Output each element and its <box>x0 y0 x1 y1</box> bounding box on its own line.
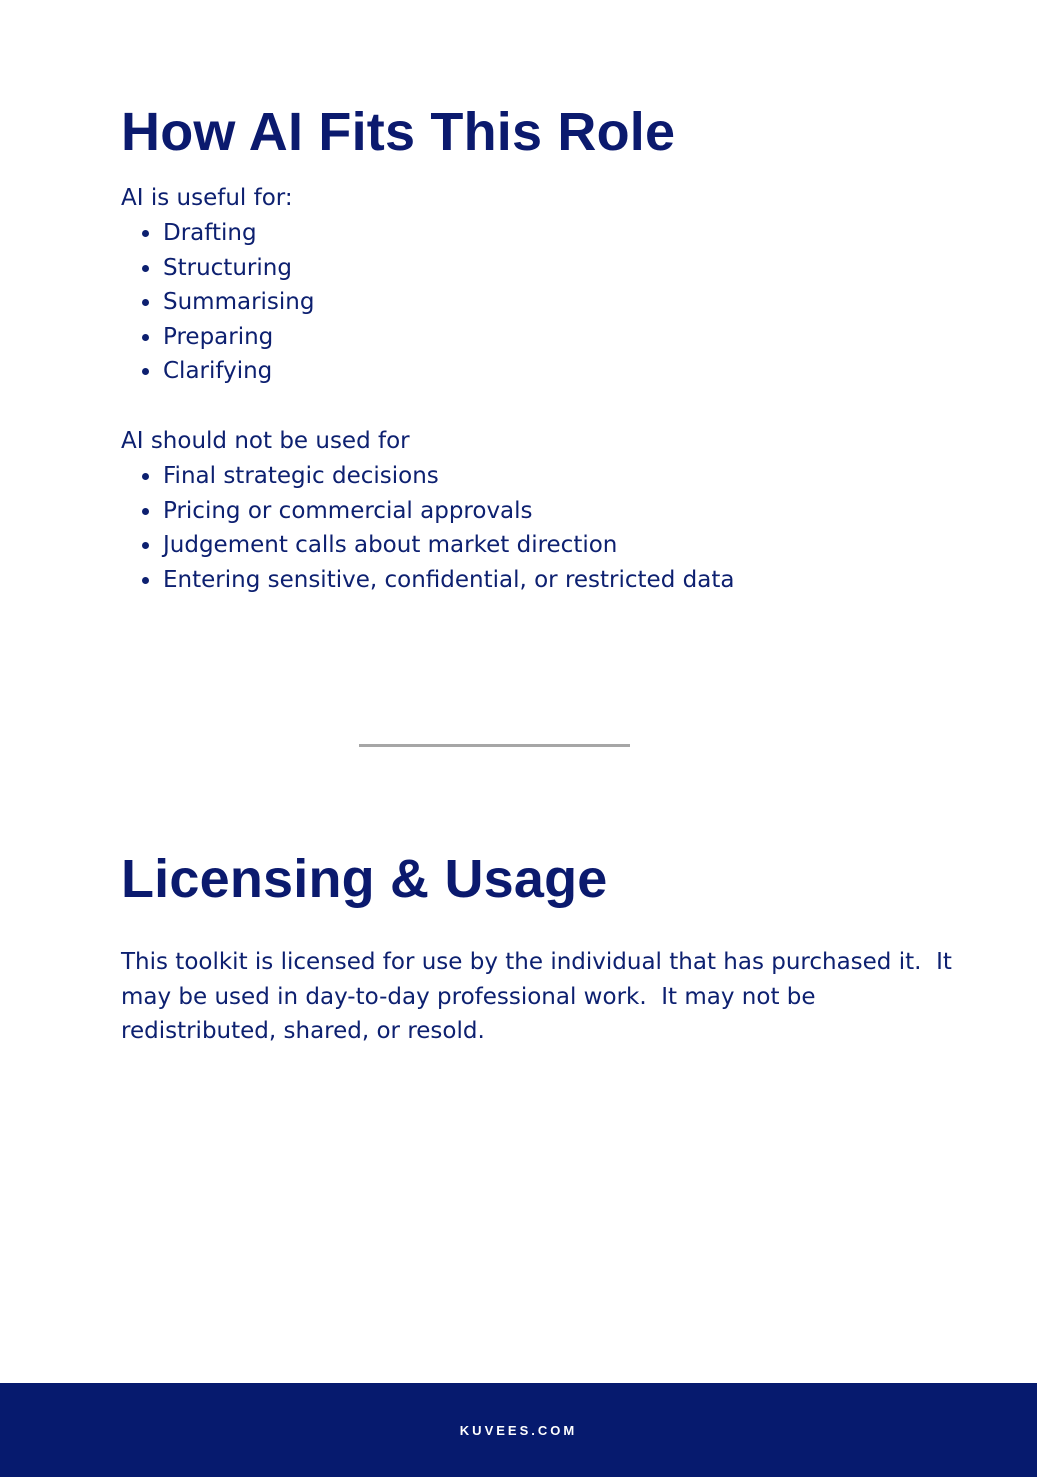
not-used-intro: AI should not be used for <box>121 428 410 454</box>
section-title-ai-fit: How AI Fits This Role <box>121 102 676 162</box>
list-item: Clarifying <box>163 354 314 389</box>
not-used-list <box>121 459 734 597</box>
section-title-licensing: Licensing & Usage <box>121 849 608 909</box>
list-item: Summarising <box>163 285 314 320</box>
list-item: Pricing or commercial approvals <box>163 494 734 529</box>
list-item: Preparing <box>163 320 314 355</box>
useful-intro: AI is useful for: <box>121 185 293 211</box>
footer-website: KUVEES.COM <box>459 1423 578 1438</box>
list-item: Final strategic decisions <box>163 459 734 494</box>
footer-bar <box>0 1383 1037 1477</box>
list-item: Drafting <box>163 216 314 251</box>
useful-list <box>121 216 314 389</box>
list-item: Structuring <box>163 251 314 286</box>
section-divider <box>359 744 630 747</box>
licensing-paragraph: This toolkit is licensed for use by the individual that has purchased it. It may be used in day-to-day professional work. It may not be redistributed, shared, or resold. <box>121 949 960 1044</box>
list-item: Judgement calls about market direction <box>163 528 734 563</box>
list-item: Entering sensitive, confidential, or restricted data <box>163 563 734 598</box>
